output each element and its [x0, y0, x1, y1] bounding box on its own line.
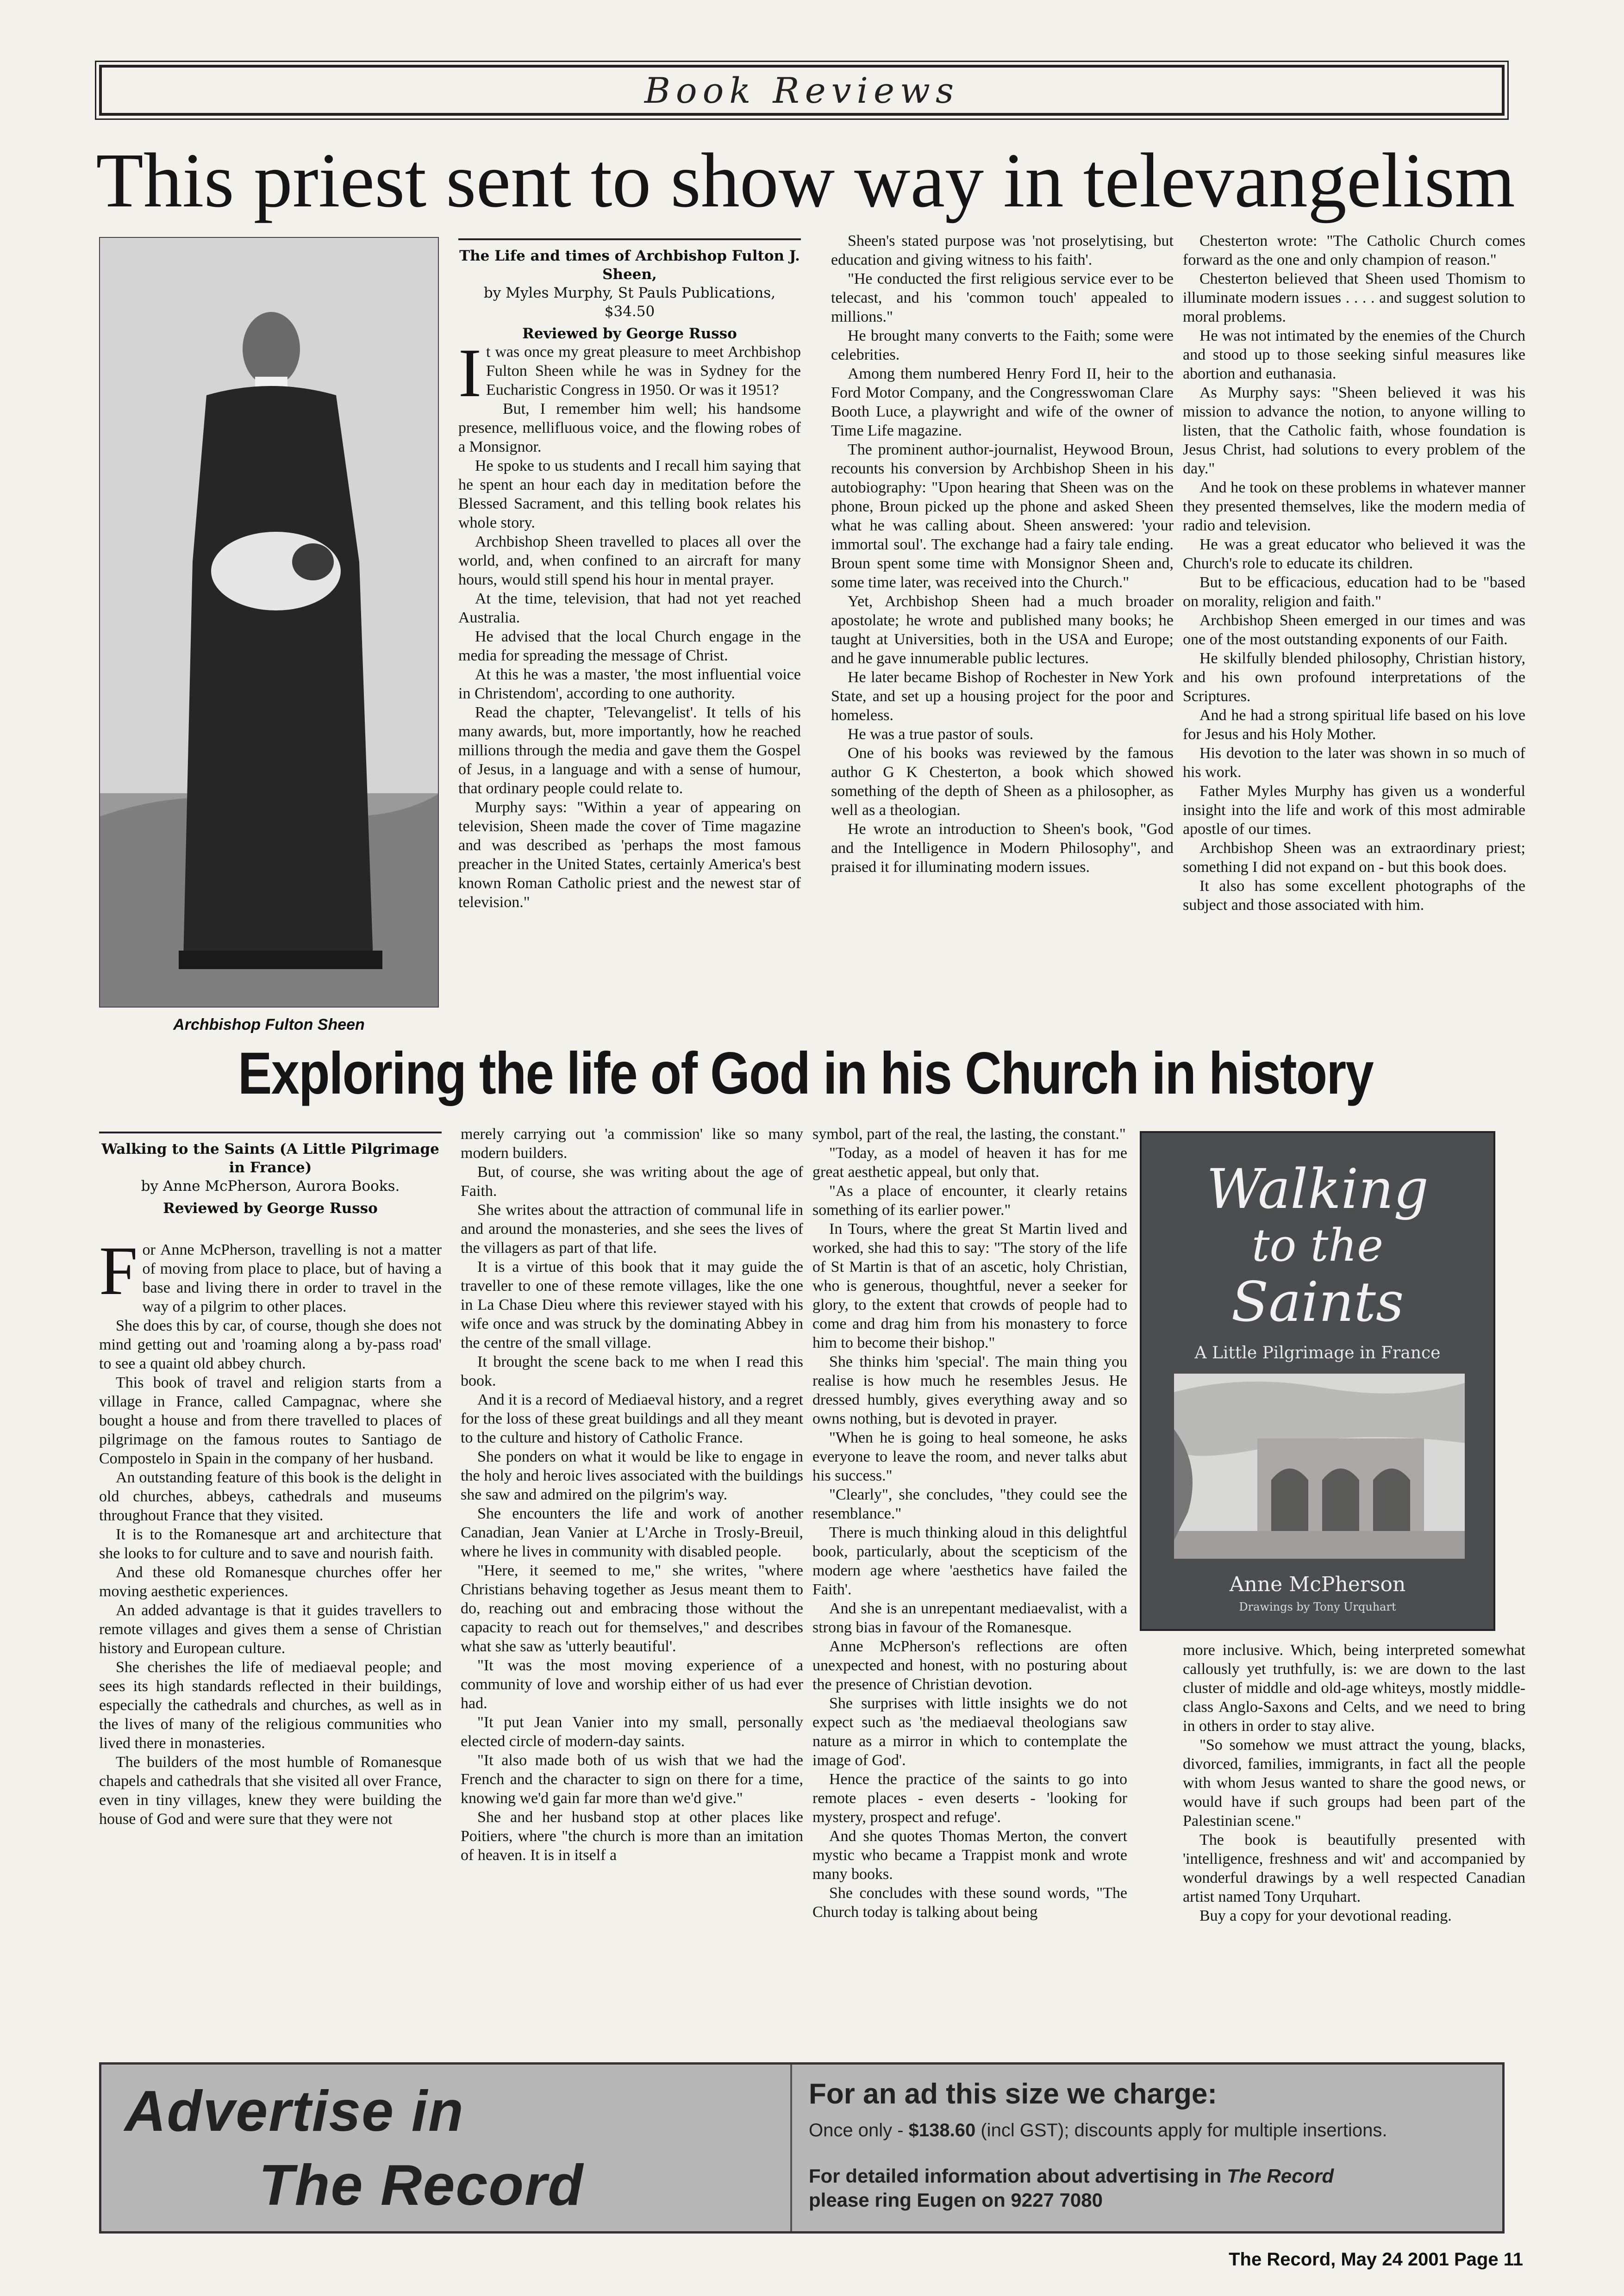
paragraph: He advised that the local Church engage in the media for spreading the message of Christ.	[458, 628, 801, 664]
paragraph: Archbishop Sheen was an extraordinary priest; something I did not expand on - but this book does.	[1183, 840, 1525, 876]
paragraph: "When he is going to heal someone, he asks everyone to leave the room, and never talks abut his success."	[812, 1429, 1127, 1484]
archbishop-photo	[99, 237, 439, 1008]
paragraph: This book of travel and religion starts from a village in France, called Campagnac, where she bought a house and from there travelled to places of pilgrimage on the famous routes to Santiago de Compostelo in Spain in the company of her husband.	[99, 1374, 442, 1467]
headline-review-1: This priest sent to show way in televangelism	[96, 137, 1515, 224]
paragraph: "Here, it seemed to me," she writes, "where Christians behaving together as Jesus meant them to do, reaching out and embracing those without the capacity to reach out for themselves," and describes what she saw as 'utterly beautiful'.	[461, 1562, 803, 1655]
paragraph: And it is a record of Mediaeval history, and a regret for the loss of these great buildings and all they meant to the culture and history of Catholic France.	[461, 1391, 803, 1446]
review-1-column-2	[831, 231, 1174, 1032]
cover-title	[1142, 1157, 1493, 1334]
info-publication: The Record	[1227, 2165, 1334, 2187]
reviewer: Reviewed by George Russo	[163, 1200, 378, 1217]
paragraph: At the time, television, that had not yet reached Australia.	[458, 590, 801, 626]
paragraph: He was not intimated by the enemies of the Church and stood up to those seeking sinful measures like abortion and euthanasia.	[1183, 327, 1525, 382]
advert-divider	[790, 2065, 792, 2231]
drop-cap: I	[458, 335, 481, 411]
paragraph: Yet, Archbishop Sheen had a much broader apostolate; he wrote and published many books; he taught at Universities, both in the USA and Europe; and he gave innumerable public lectures.	[831, 593, 1174, 667]
paragraph: She thinks him 'special'. The main thing you realise is how much he resembles Jesus. He dressed humbly, gives everything away and so owns nothing, but is devoted in prayer.	[812, 1353, 1127, 1427]
advert-headline-line-1: Advertise in	[125, 2079, 464, 2143]
paragraph: "So somehow we must attract the young, blacks, divorced, families, immigrants, in fact all the people with whom Jesus wanted to share the good news, or would have if such groups had been part of the Palestinian scene."	[1183, 1736, 1525, 1829]
paragraph: "It also made both of us wish that we had the French and the character to sign on there for a time, knowing we'd gain far more than we'd give."	[461, 1752, 803, 1807]
paragraph: Hence the practice of the saints to go into remote places - even deserts - 'looking for mystery, prospect and refuge'.	[812, 1771, 1127, 1826]
cover-title-line: Saints	[1231, 1270, 1404, 1334]
paragraph: "Today, as a model of heaven it has for me great aesthetic appeal, but only that.	[812, 1145, 1127, 1181]
paragraph: Anne McPherson's reflections are often unexpected and honest, with no posturing about the presence of Christian devotion.	[812, 1638, 1127, 1693]
paragraph: She concludes with these sound words, "The Church today is talking about being	[812, 1885, 1127, 1921]
paragraph: It brought the scene back to me when I read this book.	[461, 1353, 803, 1389]
review-1-column-1	[458, 335, 801, 1009]
paragraph: He skilfully blended philosophy, Christian history, and his own profound interpretations of the Scriptures.	[1183, 650, 1525, 705]
review-2-column-1	[99, 1232, 442, 2036]
drop-cap: F	[99, 1232, 138, 1309]
page-footer: The Record, May 24 2001 Page 11	[1229, 2249, 1523, 2270]
book-details: by Anne McPherson, Aurora Books.	[141, 1178, 400, 1195]
paragraph: Among them numbered Henry Ford II, heir to the Ford Motor Company, and the Congresswoman Clare Booth Luce, a playwright and wife of the owner of Time Life magazine.	[831, 365, 1174, 439]
paragraph: She cherishes the life of mediaeval people; and sees its high standards reflected in their buildings, especially the cathedrals and churches, as well as in the lives of many of the religious communities who lived there in monasteries.	[99, 1659, 442, 1752]
paragraph: And she is an unrepentant mediaevalist, with a strong bias in favour of the Romanesque.	[812, 1600, 1127, 1636]
paragraph: Chesterton wrote: "The Catholic Church comes forward as the one and only champion of reason."	[1183, 232, 1525, 268]
paragraph: or Anne McPherson, travelling is not a matter of moving from place to place, but of having a base and living there in order to travel in the way of a pilgrim to other places.	[142, 1241, 442, 1315]
paragraph: But, of course, she was writing about the age of Faith.	[461, 1164, 803, 1200]
paragraph: And these old Romanesque churches offer her moving aesthetic experiences.	[99, 1564, 442, 1600]
paragraph: She and her husband stop at other places like Poitiers, where "the church is more than an imitation of heaven. It is in itself a	[461, 1809, 803, 1864]
byline-rule	[99, 1132, 442, 1133]
review-2-column-2	[461, 1125, 803, 2036]
paragraph: Murphy says: "Within a year of appearing on television, Sheen made the cover of Time magazine and was described as 'perhaps the most famous preacher in the United States, certainly America's best known Roman Catholic priest and the newest star of television."	[458, 799, 801, 911]
paragraph: And he had a strong spiritual life based on his love for Jesus and his Holy Mother.	[1183, 707, 1525, 743]
review-2-column-3	[812, 1125, 1127, 2036]
info-contact: please ring Eugen on 9227 7080	[809, 2189, 1103, 2211]
paragraph: And he took on these problems in whatever manner they presented themselves, like the modern media of radio and television.	[1183, 479, 1525, 534]
paragraph: He wrote an introduction to Sheen's book, "God and the Intelligence in Modern Philosophy", and praised it for illuminating modern issues.	[831, 821, 1174, 876]
paragraph: "It was the most moving experience of a community of love and worship either of us had ever had.	[461, 1657, 803, 1712]
info-prefix: For detailed information about advertising in	[809, 2165, 1227, 2187]
price-value: $138.60	[908, 2120, 976, 2140]
paragraph: symbol, part of the real, the lasting, the constant."	[812, 1126, 1126, 1143]
price-suffix: (incl GST); discounts apply for multiple insertions.	[975, 2120, 1387, 2140]
advert-price-line	[809, 2120, 1387, 2141]
paragraph: Read the chapter, 'Televangelist'. It tells of his many awards, but, more importantly, how he reached millions through the media and gave them the Gospel of Jesus, in a language and with a sense of humour, that ordinary people could relate to.	[458, 704, 801, 797]
paragraph: "It put Jean Vanier into my small, personally elected circle of modern-day saints.	[461, 1714, 803, 1750]
paragraph: An added advantage is that it guides travellers to remote villages and gives them a sense of Christian history and European culture.	[99, 1602, 442, 1657]
price-prefix: Once only -	[809, 2120, 909, 2140]
paragraph: She writes about the attraction of communal life in and around the monasteries, and she sees the lives of the villagers as part of that life.	[461, 1201, 803, 1257]
paragraph: She encounters the life and work of another Canadian, Jean Vanier at L'Arche in Trosly-Breuil, where he lives in community with disabled people.	[461, 1505, 803, 1560]
paragraph: merely carrying out 'a commission' like so many modern builders.	[461, 1126, 803, 1162]
paragraph: He spoke to us students and I recall him saying that he spent an hour each day in meditation before the Blessed Sacrament, and this telling book relates his whole story.	[458, 457, 801, 531]
byline-rule	[458, 238, 801, 240]
section-banner	[99, 65, 1505, 116]
cover-illustrator: Drawings by Tony Urquhart	[1239, 1600, 1396, 1613]
review-1-column-3	[1183, 231, 1525, 1032]
paragraph: more inclusive. Which, being interpreted somewhat callously yet truthfully, is: we are down to the last cluster of middle and old-age whiteys, mostly middle-class Anglo-Saxons and Celts, and we need to bring in others in order to stay alive.	[1183, 1642, 1525, 1735]
paragraph: An outstanding feature of this book is the delight in old churches, abbeys, cathedrals and museums throughout France that they visited.	[99, 1469, 442, 1524]
paragraph: Father Myles Murphy has given us a wonderful insight into the life and work of this most admirable apostle of our times.	[1183, 783, 1525, 838]
paragraph: He brought many converts to the Faith; some were celebrities.	[831, 327, 1174, 363]
book-title: The Life and times of Archbishop Fulton J. Sheen,	[459, 248, 800, 283]
book-details: by Myles Murphy, St Pauls Publications, $34.50	[483, 285, 776, 320]
paragraph: In Tours, where the great St Martin lived and worked, she had this to say: "The story of the life of St Martin is that of an ascetic, holy Christian, who is generous, thoughtful, never a seeker for glory, to the extent that crowds of people had to come and drag him from his monastery to force him to become their bishop."	[812, 1220, 1127, 1351]
advert-box	[99, 2062, 1505, 2234]
paragraph: t was once my great pleasure to meet Archbishop Fulton Sheen while he was in Sydney for the Eucharistic Congress in 1950. Or was it 1951?	[486, 343, 801, 398]
paragraph: "Clearly", she concludes, "they could see the resemblance."	[812, 1486, 1127, 1522]
paragraph: At this he was a master, 'the most influential voice in Christendom', according to one authority.	[458, 666, 801, 702]
paragraph: It is to the Romanesque art and architecture that she looks to for culture and to save and nourish faith.	[99, 1526, 442, 1562]
paragraph: She surprises with little insights we do not expect such as 'the mediaeval theologians saw nature as a mirror in which to contemplate the image of God'.	[812, 1695, 1127, 1769]
reviewer: Reviewed by George Russo	[522, 325, 737, 342]
paragraph: The book is beautifully presented with 'intelligence, freshness and wit' and accompanied by wonderful drawings by a well respected Canadian artist named Tony Urquhart.	[1183, 1831, 1525, 1905]
review-2-byline	[99, 1132, 442, 1218]
paragraph: He later became Bishop of Rochester in New York State, and set up a housing project for the poor and homeless.	[831, 669, 1174, 724]
paragraph: One of his books was reviewed by the famous author G K Chesterton, a book which showed something of the depth of Sheen as a philosopher, as well as a theologian.	[831, 745, 1174, 819]
paragraph: She ponders on what it would be like to engage in the holy and heroic lives associated with the buildings she saw and admired on the pilgrim's way.	[461, 1448, 803, 1503]
review-2-column-4	[1183, 1641, 1525, 2039]
paragraph: It also has some excellent photographs of the subject and those associated with him.	[1183, 877, 1525, 914]
review-1-byline	[458, 238, 801, 343]
paragraph: But, I remember him well; his handsome presence, mellifluous voice, and the flowing robes of a Monsignor.	[458, 400, 801, 455]
advert-headline-line-2: The Record	[259, 2153, 584, 2217]
paragraph: "He conducted the first religious service ever to be telecast, and his 'common touch' appealed to millions."	[831, 270, 1174, 325]
paragraph: But to be efficacious, education had to be "based on morality, religion and faith."	[1183, 574, 1525, 610]
paragraph: The prominent author-journalist, Heywood Broun, recounts his conversion by Archbishop Sheen in his autobiography: "Upon hearing that Sheen was on the phone, Broun picked up the phone and asked Sheen what he was calling about. Sheen answered: 'your immortal soul'. The exchange had a fairy tale ending. Broun spent some time with Monsignor Sheen and, some time later, was received into the Church."	[831, 441, 1174, 591]
paragraph: And she quotes Thomas Merton, the convert mystic who became a Trappist monk and wrote many books.	[812, 1828, 1127, 1883]
paragraph: Chesterton believed that Sheen used Thomism to illuminate modern issues . . . . and suggest solution to moral problems.	[1183, 270, 1525, 325]
paragraph: She does this by car, of course, though she does not mind getting out and 'roaming along a by-pass road' to see a quaint old abbey church.	[99, 1317, 442, 1372]
headline-review-2: Exploring the life of God in his Church in history	[237, 1040, 1374, 1107]
paragraph: The builders of the most humble of Romanesque chapels and cathedrals that she visited all over France, even in tiny villages, knew they were building the house of God and were sure that they were not	[99, 1754, 442, 1828]
paragraph: As Murphy says: "Sheen believed it was his mission to advance the notion, to anyone willing to listen, that the Catholic faith, whose foundation is Jesus Christ, had solutions to every problem of the day."	[1183, 384, 1525, 477]
cover-title-line: to the	[1251, 1220, 1384, 1271]
paragraph: It is a virtue of this book that it may guide the traveller to one of these remote villages, like the one in La Chase Dieu where this reviewer stayed with his wife once and was struck by the dominating Abbey in the centre of the small village.	[461, 1258, 803, 1351]
paragraph: Archbishop Sheen emerged in our times and was one of the most outstanding exponents of our Faith.	[1183, 612, 1525, 648]
paragraph: He was a true pastor of souls.	[848, 726, 1034, 743]
paragraph: He was a great educator who believed it was the Church's role to educate its children.	[1183, 536, 1525, 572]
cover-drawing	[1174, 1374, 1465, 1559]
paragraph: There is much thinking aloud in this delightful book, particularly, about the scepticism of the modern age where 'aesthetics have failed the Faith'.	[812, 1524, 1127, 1598]
section-title: Book Reviews	[644, 69, 960, 111]
cover-subtitle: A Little Pilgrimage in France	[1194, 1344, 1441, 1363]
paragraph: Buy a copy for your devotional reading.	[1199, 1907, 1452, 1924]
advert-contact-info	[809, 2164, 1494, 2212]
paragraph: "As a place of encounter, it clearly retains something of its earlier power."	[812, 1182, 1127, 1219]
book-title: Walking to the Saints (A Little Pilgrimage in France)	[101, 1141, 439, 1176]
paragraph: Sheen's stated purpose was 'not proselytising, but education and giving witness to his faith'.	[831, 232, 1174, 268]
book-cover	[1140, 1131, 1495, 1631]
paragraph: Archbishop Sheen travelled to places all over the world, and, when confined to an aircraft for many hours, would still spend his hour in mental prayer.	[458, 533, 801, 588]
advert-rate-heading: For an ad this size we charge:	[809, 2078, 1218, 2110]
paragraph: His devotion to the later was shown in so much of his work.	[1183, 745, 1525, 781]
cover-author: Anne McPherson	[1229, 1573, 1406, 1596]
cover-title-line: Walking	[1206, 1157, 1429, 1221]
photo-caption: Archbishop Fulton Sheen	[173, 1016, 365, 1033]
